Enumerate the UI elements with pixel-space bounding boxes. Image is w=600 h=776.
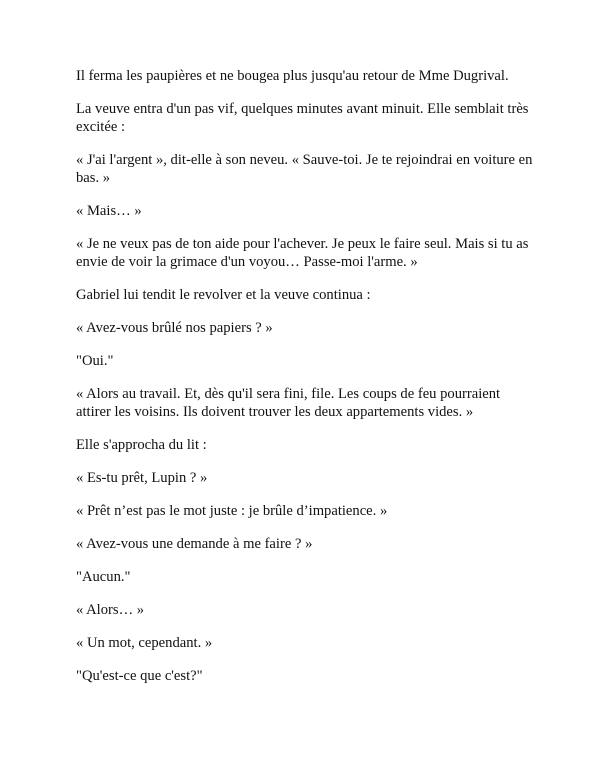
paragraph: Il ferma les paupières et ne bougea plus jusqu'au retour de Mme Dugrival.: [76, 68, 509, 84]
paragraph: « Prêt n’est pas le mot juste : je brûle d’impatience. »: [76, 503, 388, 519]
document-page: [76, 67, 536, 700]
paragraph: « Un mot, cependant. »: [76, 635, 213, 651]
paragraph: « Es-tu prêt, Lupin ? »: [76, 470, 208, 486]
paragraph: Elle s'approcha du lit :: [76, 437, 207, 453]
paragraph: « Avez-vous une demande à me faire ? »: [76, 536, 313, 552]
paragraph: "Oui.": [76, 353, 114, 369]
paragraph: « J'ai l'argent », dit-elle à son neveu. « Sauve-toi. Je te rejoindrai en voiture en bas. »: [76, 152, 533, 186]
paragraph: « Je ne veux pas de ton aide pour l'achever. Je peux le faire seul. Mais si tu as envie de voir la grimace d'un voyou… Passe-moi l'arme. »: [76, 236, 529, 270]
paragraph: « Mais… »: [76, 203, 142, 219]
paragraph: "Qu'est-ce que c'est?": [76, 668, 203, 684]
paragraph: « Alors au travail. Et, dès qu'il sera fini, file. Les coups de feu pourraient attirer les voisins. Ils doivent trouver les deux appartements vides. »: [76, 386, 501, 420]
paragraph: « Alors… »: [76, 602, 145, 618]
paragraph: "Aucun.": [76, 569, 131, 585]
paragraph: « Avez-vous brûlé nos papiers ? »: [76, 320, 273, 336]
paragraph: La veuve entra d'un pas vif, quelques minutes avant minuit. Elle semblait très excitée :: [76, 101, 529, 135]
paragraph: Gabriel lui tendit le revolver et la veuve continua :: [76, 287, 371, 303]
